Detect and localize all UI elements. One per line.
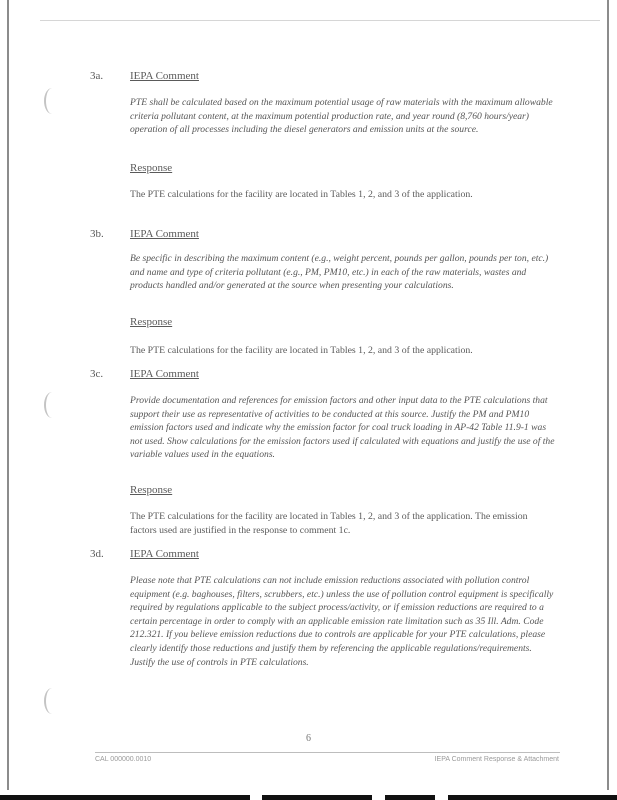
footer-rule xyxy=(95,752,560,753)
punch-hole-top xyxy=(44,88,60,114)
punch-hole-bottom xyxy=(44,688,60,714)
section-number: 3c. xyxy=(90,368,104,380)
top-rule xyxy=(40,20,600,21)
footer-left-text: CAL 000000.0010 xyxy=(95,756,152,763)
scan-edge-bar xyxy=(0,795,250,800)
comment-text: Be specific in describing the maximum content (e.g., weight percent, pounds per gallon, pounds per ton, etc.) and name and type of criteria pollutant (e.g., PM, PM10, etc.) in each of the raw materials, wastes and products handled and/or generated at the source when presenting your calculations. xyxy=(130,253,549,292)
response-text: The PTE calculations for the facility are located in Tables 1, 2, and 3 of the application. xyxy=(130,345,473,356)
scan-edge-bar xyxy=(448,795,617,800)
response-text: The PTE calculations for the facility are located in Tables 1, 2, and 3 of the application. xyxy=(130,189,473,200)
section-number: 3b. xyxy=(90,228,104,240)
section-number: 3d. xyxy=(90,548,104,560)
page-number: 6 xyxy=(306,733,311,744)
punch-hole-middle xyxy=(44,392,60,418)
section-number: 3a. xyxy=(90,70,104,82)
footer-right-text: IEPA Comment Response & Attachment xyxy=(434,756,559,763)
section-heading: IEPA Comment xyxy=(130,228,199,240)
section-heading: IEPA Comment xyxy=(130,368,199,380)
scan-edge-bar xyxy=(385,795,435,800)
comment-text: PTE shall be calculated based on the maximum potential usage of raw materials with the maximum allowable criteria pollutant content, at the maximum potential production rate, and year round (8,760 hours/year) operation of all processes including the diesel generators and emission units at the source. xyxy=(130,97,553,136)
comment-text: Provide documentation and references for emission factors and other input data to the PTE calculations that support their use as representative of activities to be conducted at this source. Justify the PM and PM10 emission factors used and indicate why the emission factor for coal truck loading in AP-42 Table 11.9-1 was not used. Show calculations for the emission factors used if calculated with equations and justify the use of the variable values used in the equations. xyxy=(130,395,555,461)
comment-text: Please note that PTE calculations can not include emission reductions associated with pollution control equipment (e.g. baghouses, filters, scrubbers, etc.) unless the use of pollution control equipment is specifically required by regulations applicable to the subject process/activity, or if emission reductions are required to a certain percentage in order to comply with an applicable emission rate limitation such as 35 Ill. Adm. Code 212.321. If you believe emission reductions due to controls are applicable for your PTE calculations, please clearly identify those reductions and justify them by referencing the applicable regulations/requirements. Justify the use of controls in PTE calculations. xyxy=(130,575,554,668)
response-heading: Response xyxy=(130,484,173,496)
response-heading: Response xyxy=(130,162,173,174)
response-text: The PTE calculations for the facility are located in Tables 1, 2, and 3 of the application. The emission factors used are justified in the response to comment 1c. xyxy=(130,511,528,536)
section-heading: IEPA Comment xyxy=(130,548,199,560)
section-heading: IEPA Comment xyxy=(130,70,199,82)
scan-edge-bar xyxy=(262,795,372,800)
response-heading: Response xyxy=(130,316,173,328)
